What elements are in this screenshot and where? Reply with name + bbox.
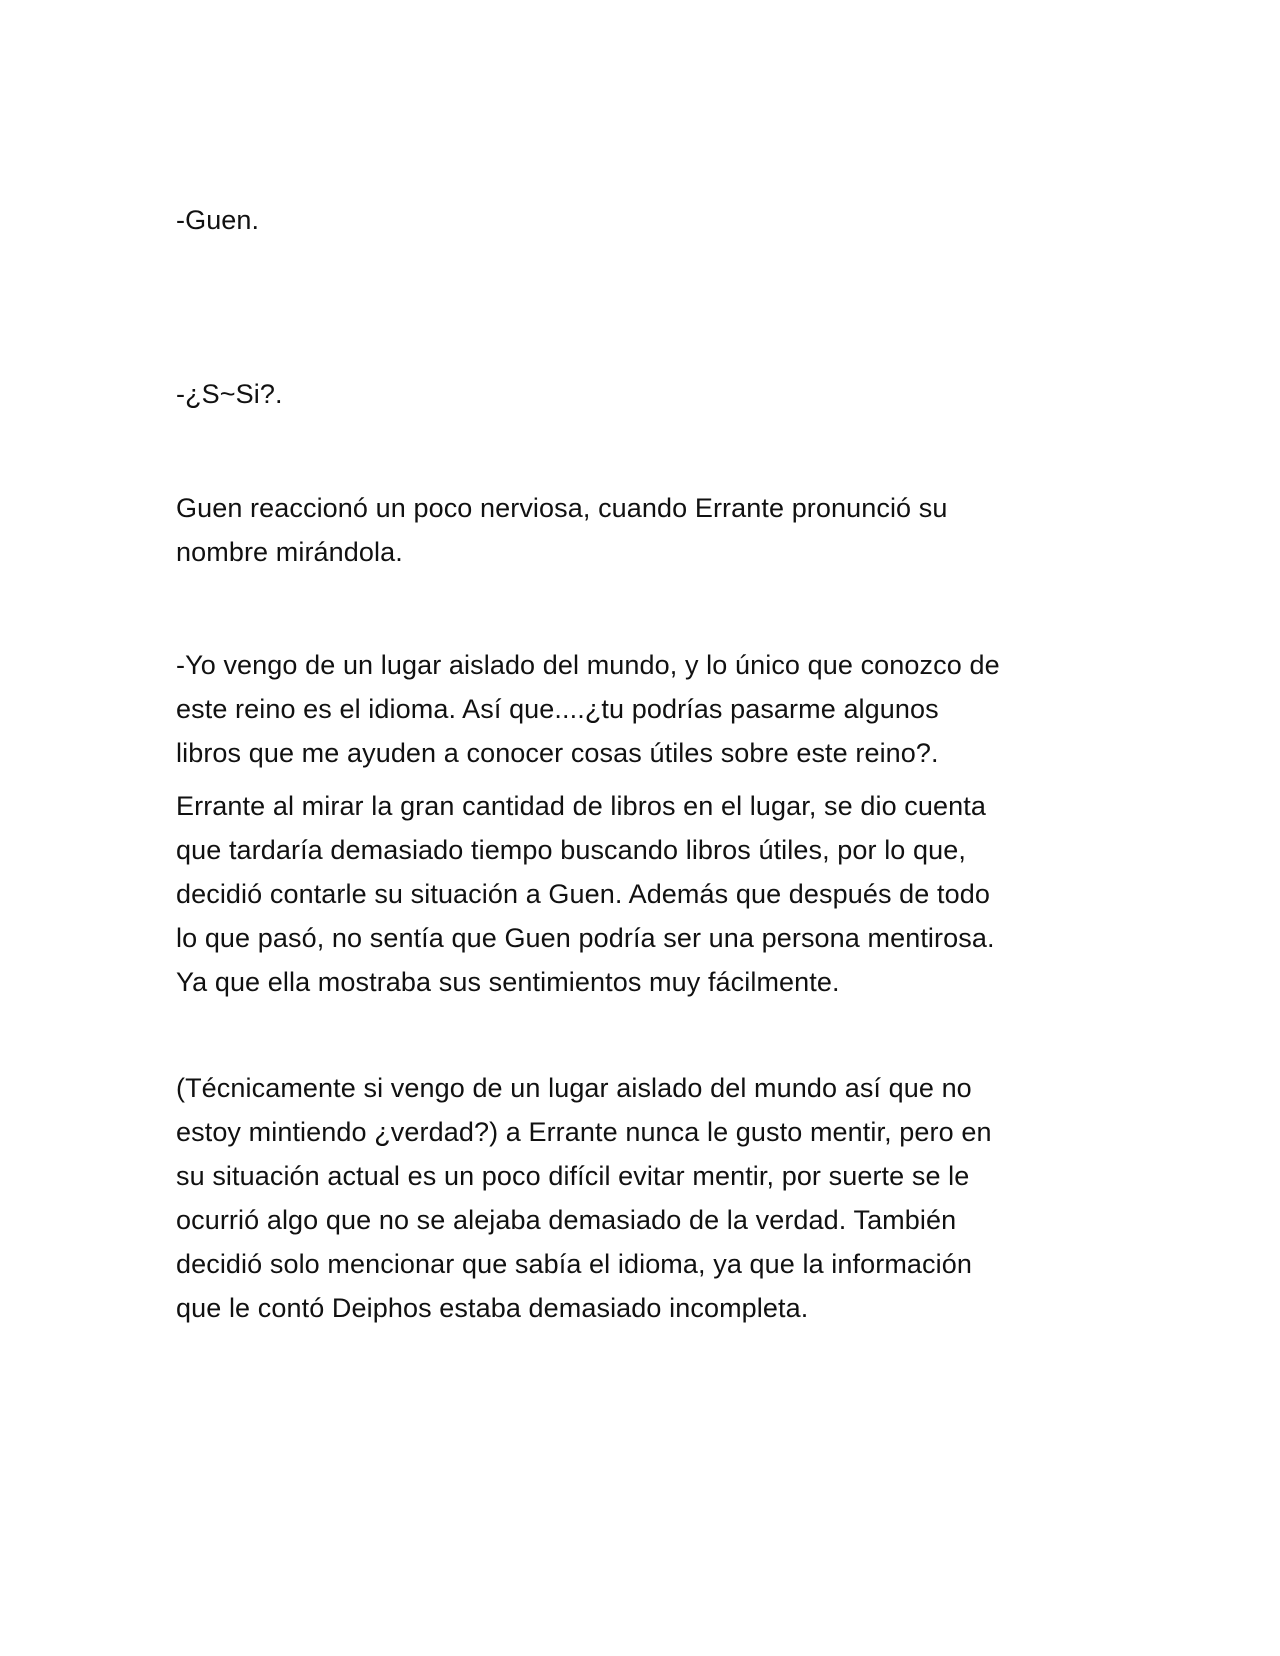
text-line: que tardaría demasiado tiempo buscando libros útiles, por lo que, <box>176 835 966 865</box>
text-line: ocurrió algo que no se alejaba demasiado de la verdad. También <box>176 1205 957 1235</box>
dialogue-si <box>176 372 1116 416</box>
text-line: su situación actual es un poco difícil evitar mentir, por suerte se le <box>176 1161 970 1191</box>
text-line: (Técnicamente si vengo de un lugar aislado del mundo así que no <box>176 1073 972 1103</box>
narration-paragraph-2 <box>176 784 1116 1004</box>
text-line: lo que pasó, no sentía que Guen podría ser una persona mentirosa. <box>176 923 995 953</box>
narration-paragraph-1 <box>176 486 1116 574</box>
text-line: -¿S~Si?. <box>176 379 283 409</box>
text-line: Guen reaccionó un poco nerviosa, cuando Errante pronunció su <box>176 493 948 523</box>
text-line: -Guen. <box>176 205 260 235</box>
text-line: estoy mintiendo ¿verdad?) a Errante nunca le gusto mentir, pero en <box>176 1117 992 1147</box>
text-line: Errante al mirar la gran cantidad de libros en el lugar, se dio cuenta <box>176 791 986 821</box>
text-line: que le contó Deiphos estaba demasiado incompleta. <box>176 1293 809 1323</box>
dialogue-errante <box>176 643 1116 775</box>
text-line: Ya que ella mostraba sus sentimientos muy fácilmente. <box>176 967 840 997</box>
text-line: -Yo vengo de un lugar aislado del mundo, y lo único que conozco de <box>176 650 1000 680</box>
narration-paragraph-3 <box>176 1066 1116 1330</box>
text-line: decidió solo mencionar que sabía el idioma, ya que la información <box>176 1249 972 1279</box>
text-line: este reino es el idioma. Así que....¿tu podrías pasarme algunos <box>176 694 939 724</box>
text-line: decidió contarle su situación a Guen. Además que después de todo <box>176 879 990 909</box>
text-line: nombre mirándola. <box>176 537 403 567</box>
text-line: libros que me ayuden a conocer cosas útiles sobre este reino?. <box>176 738 939 768</box>
dialogue-guen <box>176 198 1116 242</box>
